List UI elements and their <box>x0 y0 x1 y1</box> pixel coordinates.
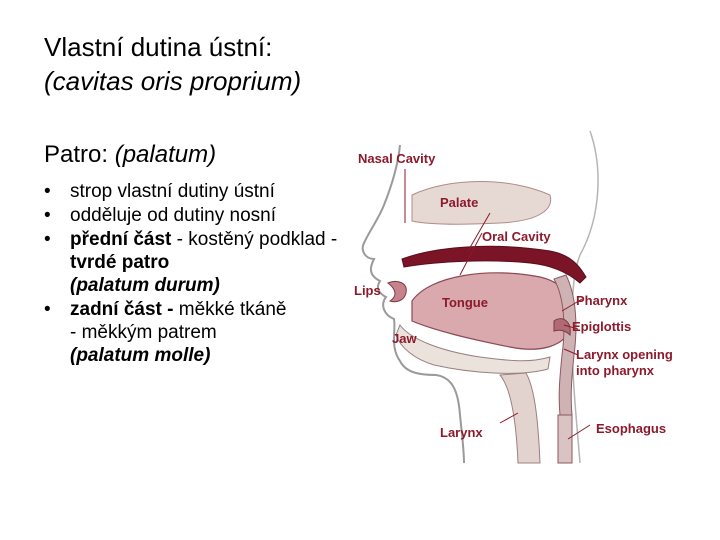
bullet-text-bold: zadní část <box>70 299 162 320</box>
label-larynx-opening-1: Larynx opening <box>576 347 673 362</box>
label-jaw: Jaw <box>392 331 417 346</box>
bullet-text: strop vlastní dutiny ústní <box>70 181 275 202</box>
label-larynx-opening-2: into pharynx <box>576 363 655 378</box>
lips-shape <box>388 281 406 301</box>
bullet-text: - měkkým patrem <box>70 322 217 343</box>
label-larynx: Larynx <box>440 425 483 440</box>
section-heading-prefix: Patro: <box>44 141 115 168</box>
bullet-item <box>44 298 364 367</box>
label-palate: Palate <box>440 195 479 210</box>
label-pharynx: Pharynx <box>576 293 628 308</box>
bullet-text: - <box>161 299 179 320</box>
section-heading-latin: (palatum) <box>114 141 217 168</box>
label-tongue: Tongue <box>442 295 488 310</box>
bullet-text-bold: přední část <box>70 229 172 250</box>
title-line-2: (cavitas oris proprium) <box>44 66 302 96</box>
bullet-text: měkké tkáně <box>178 299 287 320</box>
label-oral-cavity: Oral Cavity <box>482 229 551 244</box>
bullet-list <box>44 180 364 368</box>
bullet-text: odděluje od dutiny nosní <box>70 205 276 226</box>
esophagus-shape <box>558 415 572 463</box>
bullet-item <box>44 204 364 227</box>
bullet-text-latin: (palatum molle) <box>70 345 211 366</box>
bullet-item <box>44 180 364 203</box>
nasal-cavity-shape <box>412 182 551 225</box>
tongue-shape <box>412 273 573 349</box>
larynx-shape <box>500 373 540 463</box>
label-epiglottis: Epiglottis <box>572 319 632 334</box>
slide-title <box>44 30 301 98</box>
section-heading <box>44 140 216 170</box>
label-lips: Lips <box>354 283 381 298</box>
label-esophagus: Esophagus <box>596 421 667 436</box>
bullet-text-bold: tvrdé patro <box>70 252 170 273</box>
bullet-item <box>44 228 364 297</box>
oral-cavity-diagram <box>340 125 710 465</box>
bullet-text: - kostěný podklad - <box>171 229 338 250</box>
title-line-1: Vlastní dutina ústní: <box>44 32 273 62</box>
bullet-text-latin: (palatum durum) <box>70 275 220 296</box>
label-nasal-cavity: Nasal Cavity <box>358 151 436 166</box>
